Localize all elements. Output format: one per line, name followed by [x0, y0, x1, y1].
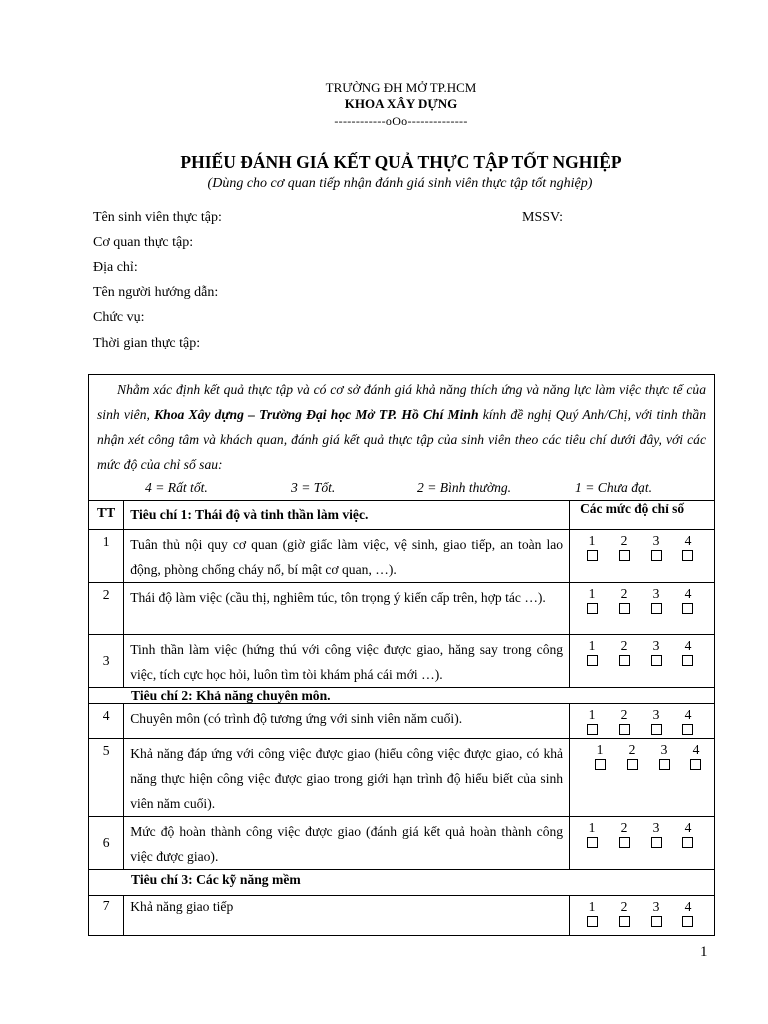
score-3-checkbox[interactable]	[651, 837, 662, 848]
row-number: 5	[89, 739, 124, 817]
agency-label: Cơ quan thực tập:	[93, 235, 194, 250]
table-row	[89, 583, 715, 635]
score-2-checkbox[interactable]	[619, 550, 630, 561]
score-2-checkbox[interactable]	[619, 724, 630, 735]
table-row	[89, 817, 715, 870]
score-1-checkbox[interactable]	[587, 724, 598, 735]
criterion-2-row	[89, 688, 715, 704]
supervisor-label: Tên người hướng dẫn:	[93, 285, 219, 300]
intro-text: Nhằm xác định kết quả thực tập và có cơ sở đánh giá khả năng thích ứng và năng lực làm việc thực tế của sinh viên, Khoa Xây dựng – Trường Đại học Mở TP. Hồ Chí Minh kính đề nghị Quý Anh/Chị, với tinh thần nhận xét công tâm và khách quan, đánh giá kết quả thực tập của sinh viên theo các tiêu chí dưới đây, với các mức độ của chỉ số sau:	[97, 382, 706, 472]
table-row	[89, 704, 715, 739]
score-1-checkbox[interactable]	[587, 603, 598, 614]
criterion-2-heading: Tiêu chí 2: Khả năng chuyên môn.	[89, 688, 715, 704]
student-name-label: Tên sinh viên thực tập:	[93, 210, 222, 225]
score-4-checkbox[interactable]	[690, 759, 701, 770]
level-1: 1 = Chưa đạt.	[575, 480, 653, 495]
score-cell: 1 2 3 4	[570, 704, 715, 739]
col-tt-header: TT	[89, 501, 124, 530]
position-label: Chức vụ:	[93, 310, 145, 325]
score-3-checkbox[interactable]	[659, 759, 670, 770]
criterion-text: Khả năng giao tiếp	[124, 896, 570, 936]
score-2-checkbox[interactable]	[619, 655, 630, 666]
score-cell: 1 2 3 4	[570, 817, 715, 870]
criterion-text: Mức độ hoàn thành công việc được giao (đánh giá kết quả hoàn thành công việc được giao).	[124, 817, 570, 870]
score-2-checkbox[interactable]	[627, 759, 638, 770]
address-label: Địa chỉ:	[93, 260, 138, 275]
score-cell: 1 2 3 4	[570, 635, 715, 688]
criterion-3-row	[89, 870, 715, 896]
criterion-1-heading: Tiêu chí 1: Thái độ và tinh thần làm việc.	[124, 501, 570, 530]
score-1-checkbox[interactable]	[587, 916, 598, 927]
criterion-text: Tuân thủ nội quy cơ quan (giờ giấc làm việc, vệ sinh, giao tiếp, an toàn lao động, phòng chống cháy nổ, bí mật cơ quan, …).	[124, 530, 570, 583]
score-cell: 1 2 3 4	[570, 530, 715, 583]
score-1-checkbox[interactable]	[587, 837, 598, 848]
score-4-checkbox[interactable]	[682, 603, 693, 614]
period-label: Thời gian thực tập:	[93, 336, 201, 351]
score-1-checkbox[interactable]	[587, 655, 598, 666]
score-2-checkbox[interactable]	[619, 837, 630, 848]
row-number: 1	[89, 530, 124, 583]
table-row	[89, 896, 715, 936]
score-1-checkbox[interactable]	[587, 550, 598, 561]
score-3-checkbox[interactable]	[651, 603, 662, 614]
row-number: 4	[89, 704, 124, 739]
score-4-checkbox[interactable]	[682, 916, 693, 927]
row-number: 7	[89, 896, 124, 936]
score-2-checkbox[interactable]	[619, 603, 630, 614]
score-cell: 1 2 3 4	[570, 739, 715, 817]
score-3-checkbox[interactable]	[651, 724, 662, 735]
form-title: PHIẾU ĐÁNH GIÁ KẾT QUẢ THỰC TẬP TỐT NGHIỆP	[180, 152, 622, 172]
criterion-3-heading: Tiêu chí 3: Các kỹ năng mềm	[89, 870, 715, 896]
score-3-checkbox[interactable]	[651, 916, 662, 927]
table-row	[89, 739, 715, 817]
score-2-checkbox[interactable]	[619, 916, 630, 927]
score-3-checkbox[interactable]	[651, 550, 662, 561]
criterion-text: Tinh thần làm việc (hứng thú với công việc được giao, hăng say trong công việc, tích cực học hỏi, luôn tìm tòi khám phá cái mới …).	[124, 635, 570, 688]
page-number: 1	[700, 944, 708, 960]
criteria-table	[88, 500, 715, 936]
row-number: 3	[89, 635, 124, 688]
level-3: 3 = Tốt.	[291, 480, 336, 495]
table-header-row	[89, 501, 715, 530]
row-number: 6	[89, 817, 124, 870]
row-number: 2	[89, 583, 124, 635]
level-2: 2 = Bình thường.	[417, 480, 512, 495]
header-separator: ------------oOo--------------	[334, 114, 468, 128]
score-cell: 1 2 3 4	[570, 583, 715, 635]
col-score-header: Các mức độ chỉ số	[570, 501, 715, 530]
table-row	[89, 635, 715, 688]
intro-box	[88, 374, 715, 501]
score-4-checkbox[interactable]	[682, 550, 693, 561]
criterion-text: Khả năng đáp ứng với công việc được giao (hiểu công việc được giao, có khả năng thực hiện công việc được giao trong giới hạn trình độ hiểu biết của sinh viên năm cuối).	[124, 739, 570, 817]
score-4-checkbox[interactable]	[682, 837, 693, 848]
score-4-checkbox[interactable]	[682, 655, 693, 666]
criterion-text: Thái độ làm việc (cầu thị, nghiêm túc, tôn trọng ý kiến cấp trên, hợp tác …).	[124, 583, 570, 635]
faculty-name: KHOA XÂY DỰNG	[344, 96, 458, 111]
form-subtitle: (Dùng cho cơ quan tiếp nhận đánh giá sinh viên thực tập tốt nghiệp)	[207, 176, 593, 191]
score-cell: 1 2 3 4	[570, 896, 715, 936]
criterion-text: Chuyên môn (có trình độ tương ứng với sinh viên năm cuối).	[124, 704, 570, 739]
table-row	[89, 530, 715, 583]
score-3-checkbox[interactable]	[651, 655, 662, 666]
faculty-reference: Khoa Xây dựng – Trường Đại học Mở TP. Hồ Chí Minh	[154, 407, 479, 422]
school-name: TRƯỜNG ĐH MỞ TP.HCM	[325, 80, 477, 95]
mssv-label: MSSV:	[522, 210, 563, 225]
score-1-checkbox[interactable]	[595, 759, 606, 770]
score-4-checkbox[interactable]	[682, 724, 693, 735]
level-4: 4 = Rất tốt.	[145, 480, 208, 495]
